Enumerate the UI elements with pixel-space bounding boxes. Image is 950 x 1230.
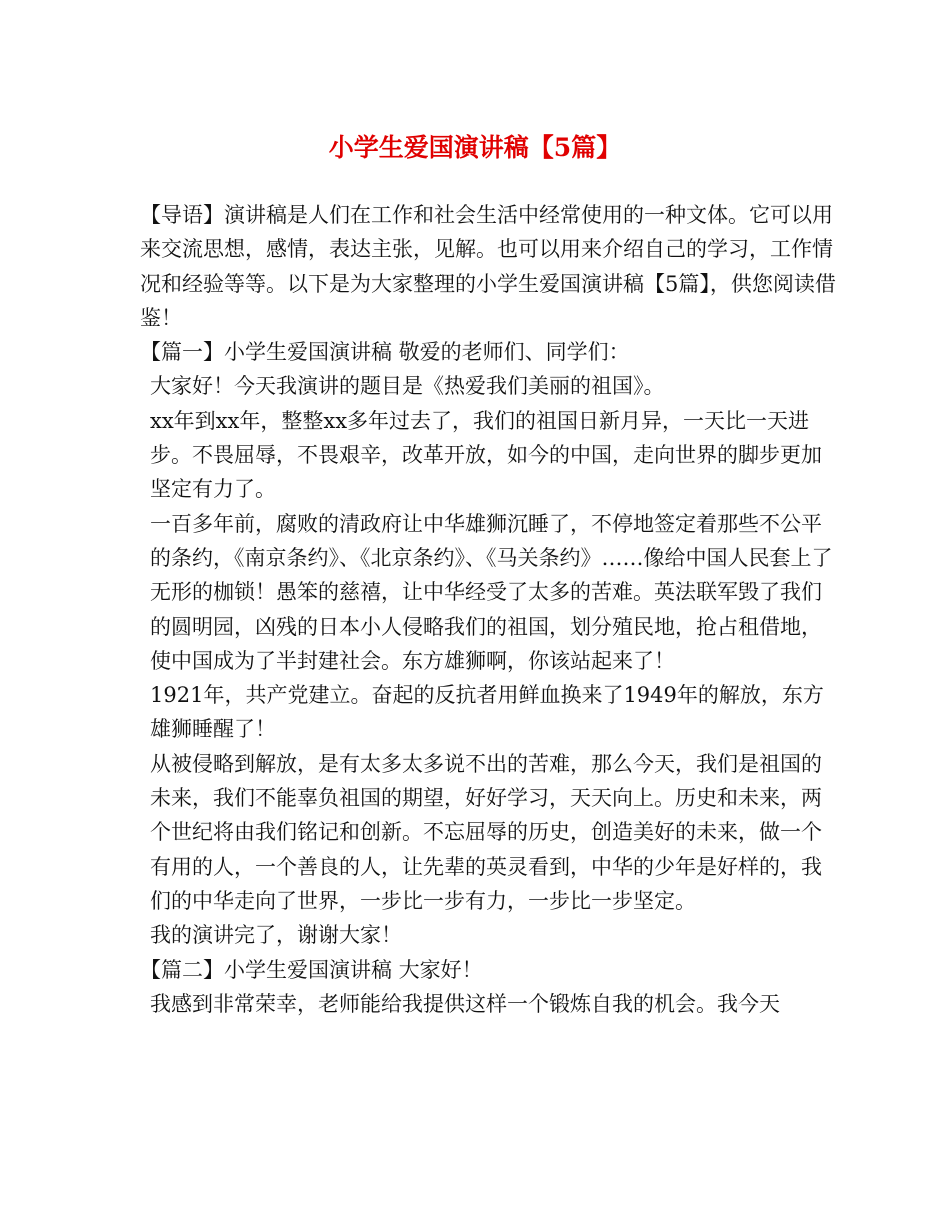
paragraph-liberation: 1921年，共产党建立。奋起的反抗者用鲜血换来了1949年的解放，东方雄狮睡醒了！ bbox=[150, 683, 824, 742]
paragraph-greeting: 大家好！今天我演讲的题目是《热爱我们美丽的祖国》。 bbox=[150, 374, 665, 399]
document-body bbox=[140, 198, 840, 1021]
paragraph-closing: 我的演讲完了，谢谢大家！ bbox=[150, 923, 402, 948]
paragraph-section-two-opening: 我感到非常荣幸，老师能给我提供这样一个锻炼自我的机会。我今天 bbox=[150, 991, 780, 1016]
paragraph-section-two-heading: 【篇二】小学生爱国演讲稿 大家好！ bbox=[140, 957, 483, 982]
paragraph-history: 一百多年前，腐败的清政府让中华雄狮沉睡了，不停地签定着那些不公平的条约，《南京条约》、《北京条约》、《马关条约》……像给中国人民套上了无形的枷锁！愚笨的慈禧，让中华经受了太多的苦难。英法联军毁了我们的圆明园，凶残的日本小人侵略我们的祖国，划分殖民地，抢占租借地，使中国成为了半封建社会。东方雄狮啊，你该站起来了！ bbox=[150, 511, 833, 673]
paragraph-section-one-heading: 【篇一】小学生爱国演讲稿 敬爱的老师们、同学们： bbox=[140, 340, 630, 365]
paragraph-progress: xx年到xx年，整整xx多年过去了，我们的祖国日新月异，一天比一天进步。不畏屈辱，不畏艰辛，改革开放，如今的中国，走向世界的脚步更加坚定有力了。 bbox=[150, 408, 822, 502]
paragraph-intro: 【导语】演讲稿是人们在工作和社会生活中经常使用的一种文体。它可以用来交流思想，感情，表达主张，见解。也可以用来介绍自己的学习，工作情况和经验等等。以下是为大家整理的小学生爱国演讲稿【5篇】，供您阅读借鉴！ bbox=[140, 203, 836, 330]
document-title: 小学生爱国演讲稿【5篇】 bbox=[328, 133, 622, 162]
paragraph-future: 从被侵略到解放，是有太多太多说不出的苦难，那么今天，我们是祖国的未来，我们不能辜负祖国的期望，好好学习，天天向上。历史和未来，两个世纪将由我们铭记和创新。不忘屈辱的历史，创造美好的未来，做一个有用的人，一个善良的人，让先辈的英灵看到，中华的少年是好样的，我们的中华走向了世界，一步比一步有力，一步比一步坚定。 bbox=[150, 751, 822, 913]
